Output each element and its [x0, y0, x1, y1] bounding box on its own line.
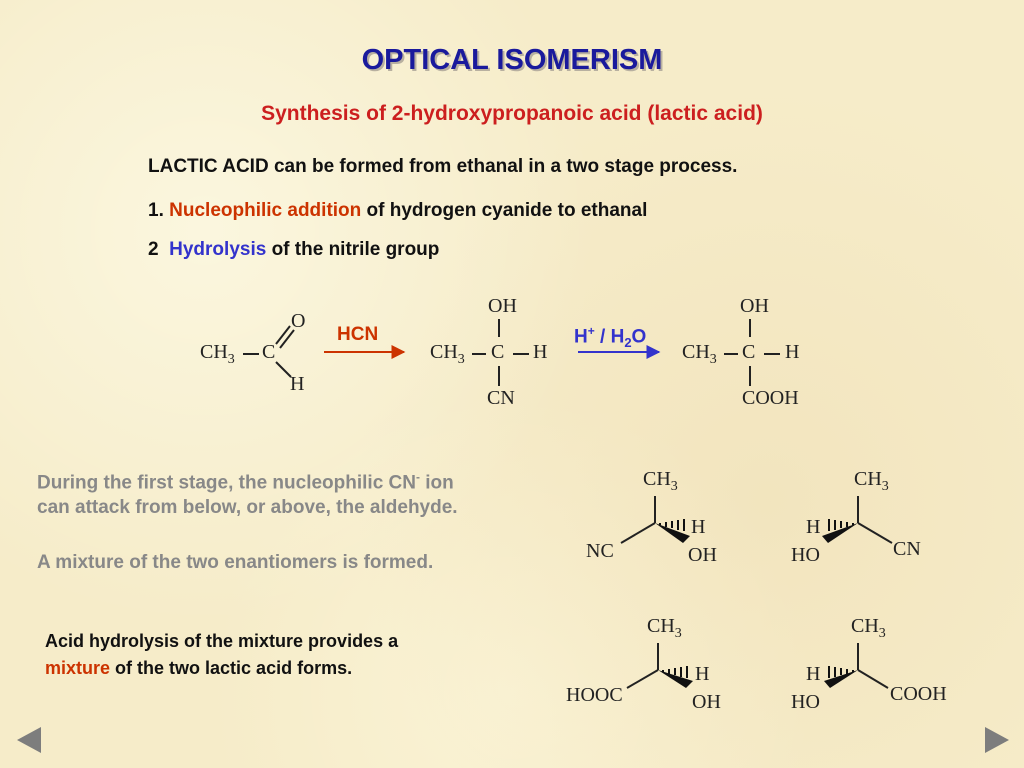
intro-text: LACTIC ACID can be formed from ethanal in a two stage process. — [148, 156, 738, 177]
step-1-highlight: Nucleophilic addition — [169, 200, 362, 221]
step-2-number: 2 — [148, 239, 159, 260]
paragraph-enantiomers: A mixture of the two enantiomers is formed. — [37, 552, 434, 573]
step-1-number: 1. — [148, 200, 164, 221]
triangle-right-icon[interactable] — [985, 727, 1009, 753]
step-2-text: of the nitrile group — [271, 239, 440, 260]
step-2-highlight: Hydrolysis — [169, 239, 267, 260]
reagent-hcn: HCN — [337, 324, 379, 345]
paragraph-hydrolysis: Acid hydrolysis of the mixture provides a — [45, 631, 399, 651]
slide-subtitle: Synthesis of 2-hydroxypropanoic acid (lactic acid) — [261, 102, 763, 125]
triangle-left-icon[interactable] — [17, 727, 41, 753]
paragraph-attack: During the first stage, the nucleophilic CN- ion — [37, 470, 454, 494]
step-1-text: of hydrogen cyanide to ethanal — [366, 200, 648, 221]
paragraph-attack-line2: can attack from below, or above, the aldehyde. — [37, 497, 458, 518]
reagent-acid-water: $H^+ / H_2O$ — [574, 324, 647, 351]
paragraph-hydrolysis-line2: mixture of the two lactic acid forms. — [45, 658, 353, 678]
slide-title: OPTICAL ISOMERISM — [361, 44, 663, 76]
